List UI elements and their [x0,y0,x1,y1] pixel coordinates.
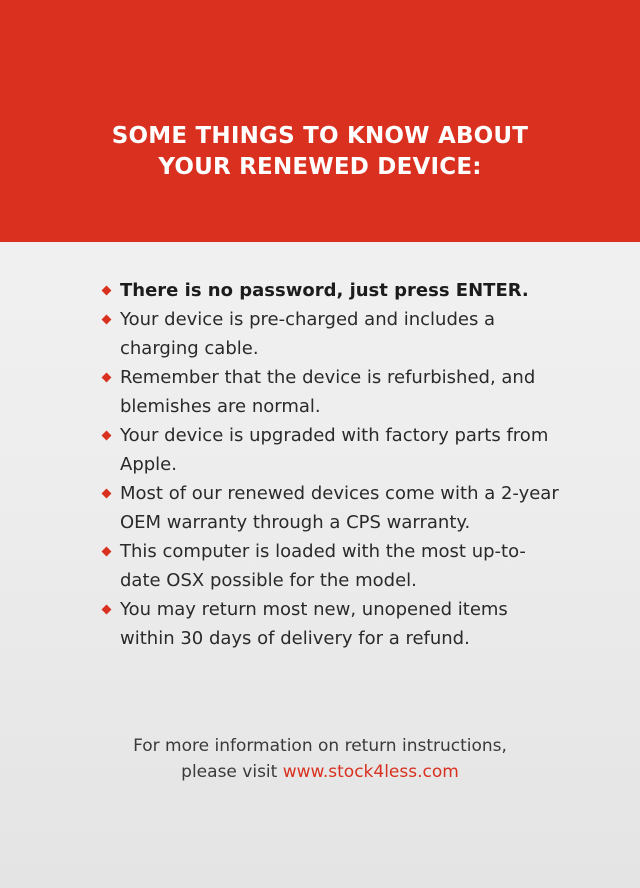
list-item [100,421,560,479]
footer-line-1: For more information on return instructions, [133,736,507,756]
list-item [100,537,560,595]
list-item [100,305,560,363]
list-item [100,479,560,537]
info-list [100,276,560,653]
title-line-2: YOUR RENEWED DEVICE: [158,154,482,180]
website-link[interactable]: www.stock4less.com [282,762,459,782]
list-item-text: Your device is upgraded with factory parts from Apple. [120,425,549,475]
footer-prefix: please visit [181,762,283,782]
red-diamond-icon [102,605,112,615]
footer-line-2 [0,759,640,785]
page-title [0,121,640,183]
list-item [100,595,560,653]
red-diamond-icon [102,286,112,296]
list-item-text: There is no password, just press ENTER. [120,280,529,301]
red-diamond-icon [102,373,112,383]
red-diamond-icon [102,315,112,325]
list-item-text: You may return most new, unopened items within 30 days of delivery for a refund. [120,599,508,649]
list-item-text: Your device is pre-charged and includes a charging cable. [120,309,496,359]
list-item-text: Most of our renewed devices come with a 2-year OEM warranty through a CPS warranty. [120,483,559,533]
list-item [100,363,560,421]
list-item [100,276,560,305]
title-line-1: SOME THINGS TO KNOW ABOUT [111,123,529,149]
red-diamond-icon [102,547,112,557]
red-diamond-icon [102,489,112,499]
list-item-text: This computer is loaded with the most up-to-date OSX possible for the model. [120,541,526,591]
footer-note [0,733,640,785]
red-diamond-icon [102,431,112,441]
list-item-text: Remember that the device is refurbished, and blemishes are normal. [120,367,536,417]
